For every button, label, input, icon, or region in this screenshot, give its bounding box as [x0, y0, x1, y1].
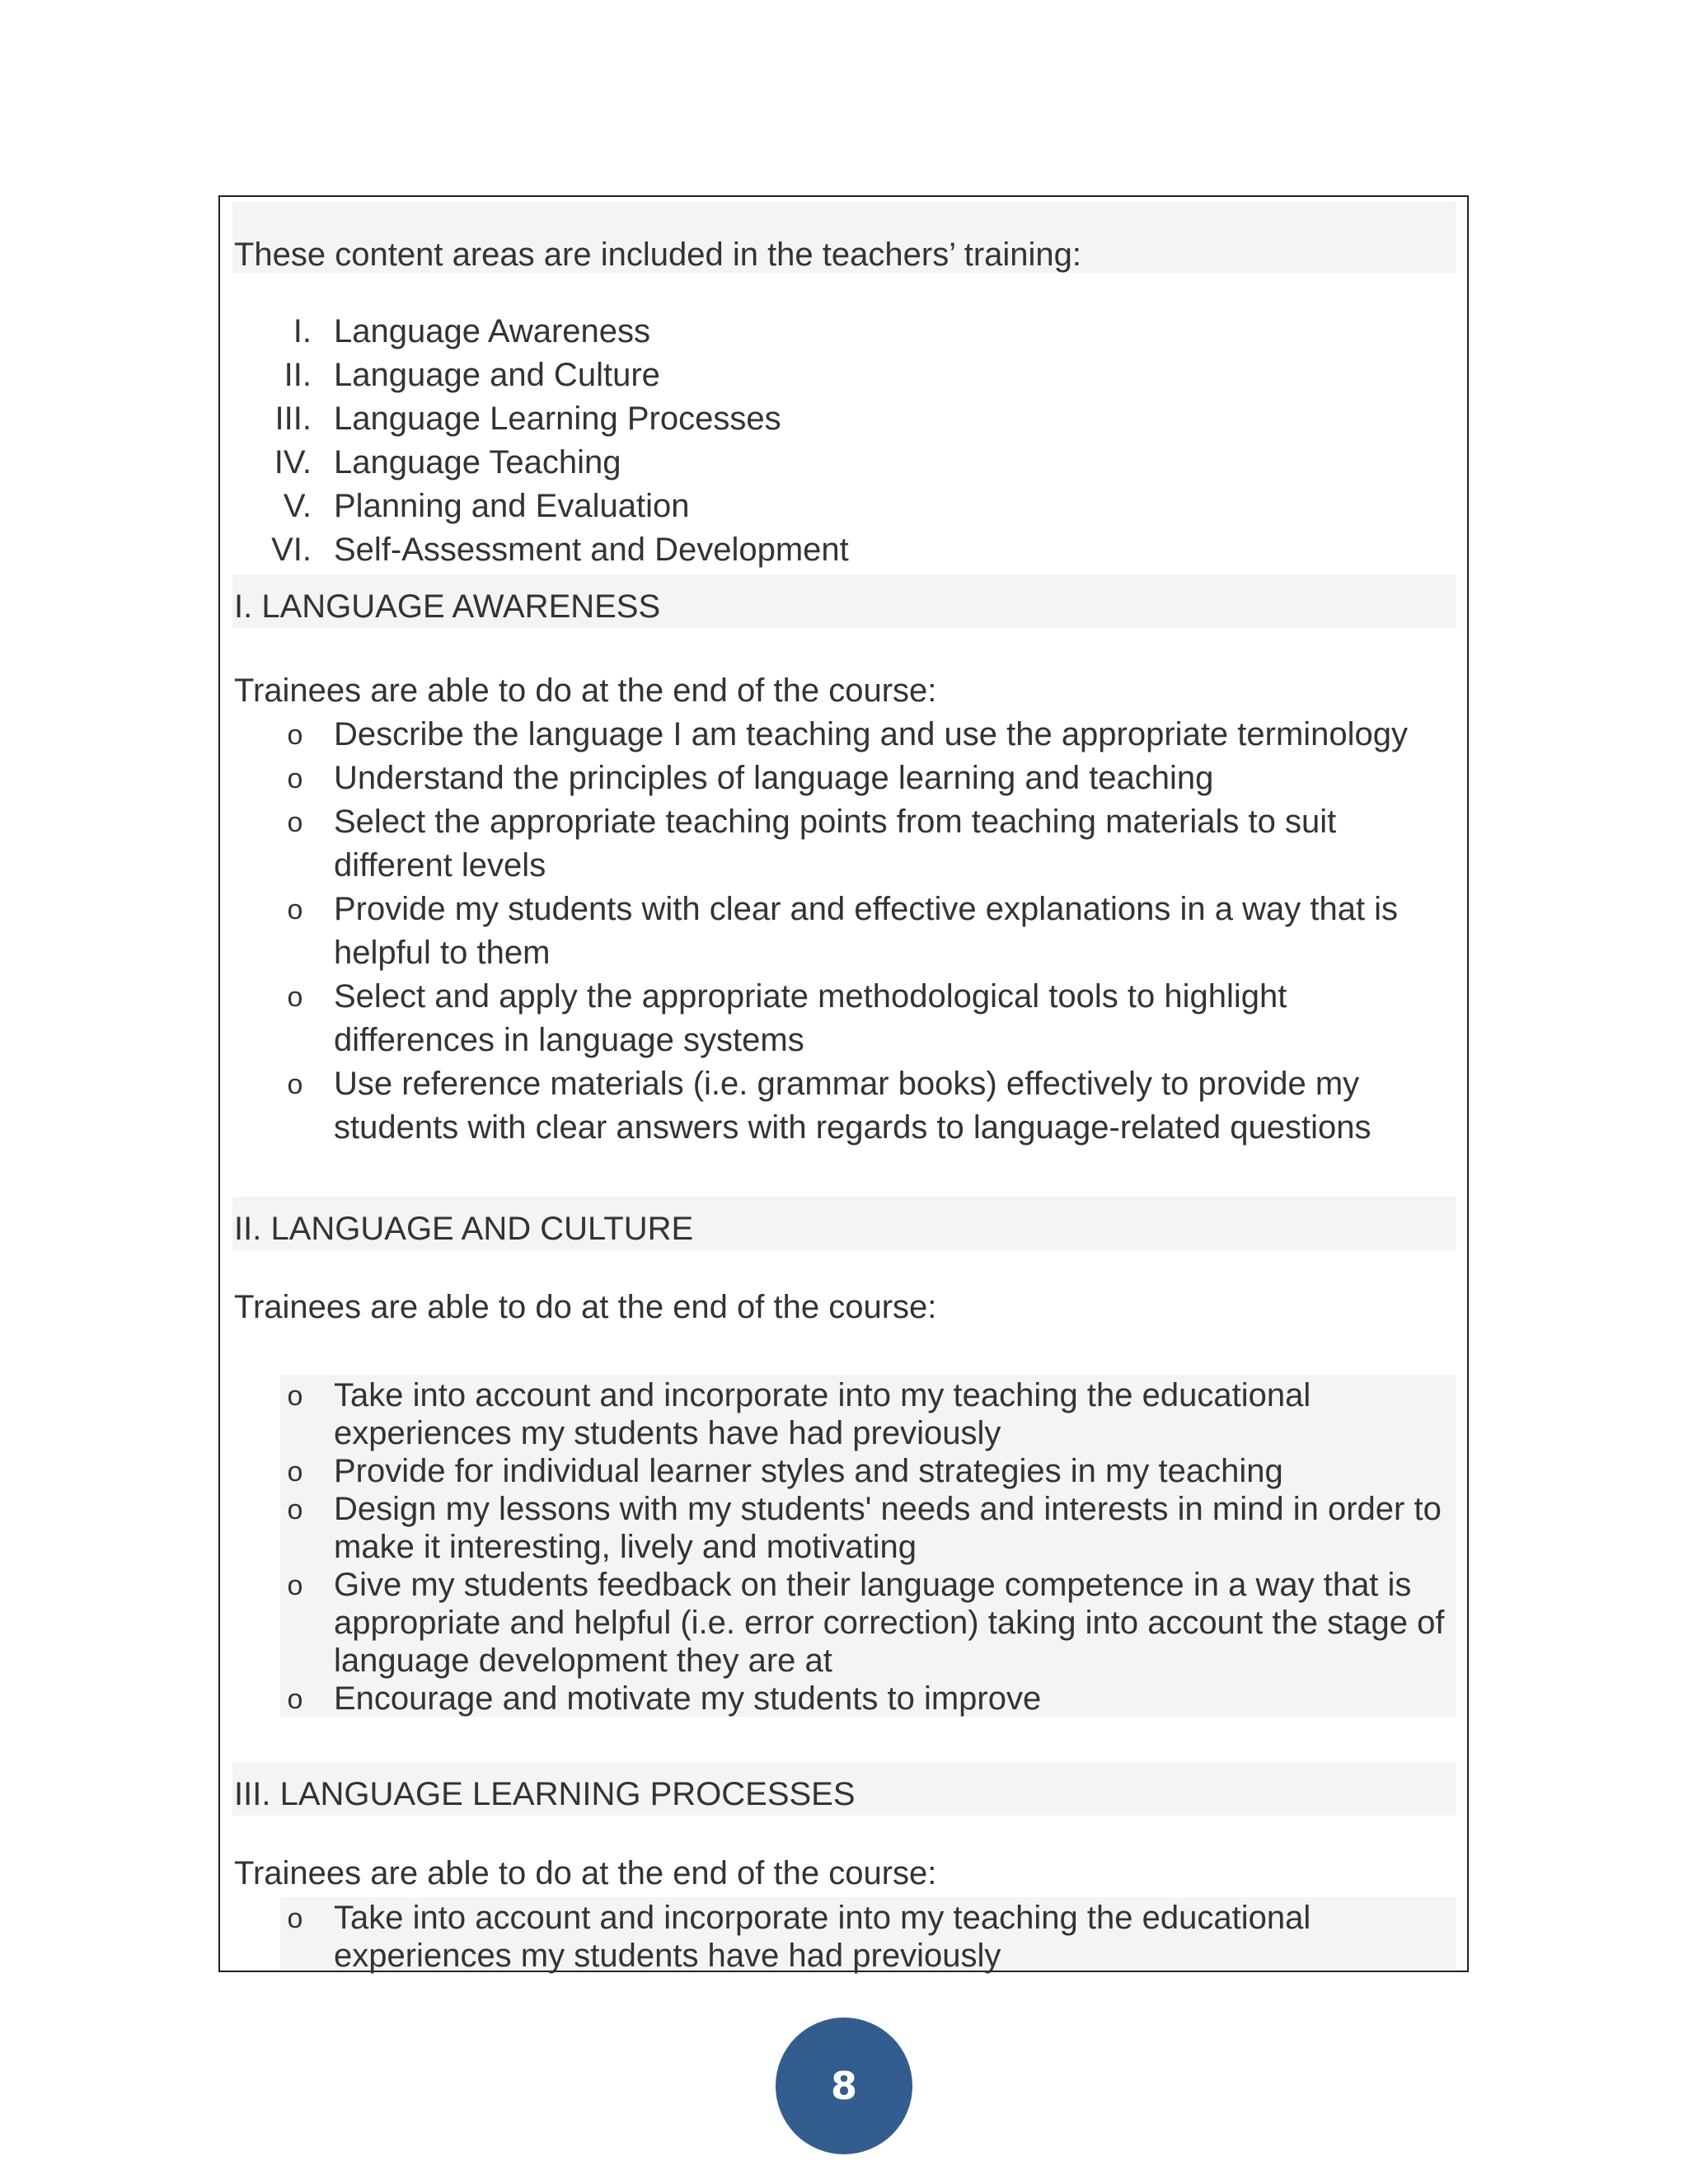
- list-item: Planning and Evaluation: [334, 488, 690, 524]
- list-item: Language and Culture: [334, 357, 660, 393]
- bullet-icon: o: [287, 1494, 303, 1526]
- list-number: II.: [284, 357, 312, 393]
- bullet-icon: o: [287, 1903, 303, 1934]
- list-item: Understand the principles of language learning and teaching: [334, 760, 1214, 796]
- list-item: Describe the language I am teaching and use the appropriate terminology: [334, 716, 1409, 752]
- page-number: 8: [830, 2064, 857, 2108]
- list-item-continuation: differences in language systems: [334, 1022, 804, 1058]
- list-item: Language Awareness: [334, 313, 651, 349]
- bullet-icon: o: [287, 1380, 303, 1412]
- list-item: Take into account and incorporate into my teaching the educational: [334, 1377, 1311, 1413]
- section-lead: Trainees are able to do at the end of the course:: [234, 1855, 937, 1891]
- section-heading: III. LANGUAGE LEARNING PROCESSES: [234, 1776, 856, 1812]
- list-number: IV.: [274, 444, 312, 480]
- bullet-icon: o: [287, 1684, 303, 1715]
- section-heading: II. LANGUAGE AND CULTURE: [234, 1211, 694, 1247]
- bullet-icon: o: [287, 1456, 303, 1488]
- page-number-badge: [776, 2018, 912, 2154]
- list-item: Language Teaching: [334, 444, 621, 480]
- list-item-continuation: different levels: [334, 847, 546, 883]
- list-item-continuation: experiences my students have had previously: [334, 1415, 1001, 1451]
- list-item-continuation: language development they are at: [334, 1643, 832, 1679]
- bullet-icon: o: [287, 763, 303, 794]
- list-item-continuation: students with clear answers with regards to language-related questions: [334, 1109, 1372, 1146]
- list-number: V.: [283, 488, 312, 524]
- list-number: I.: [293, 313, 312, 349]
- list-item-continuation: appropriate and helpful (i.e. error correction) taking into account the stage of: [334, 1605, 1445, 1641]
- list-item: Give my students feedback on their language competence in a way that is: [334, 1567, 1412, 1603]
- list-item: Encourage and motivate my students to improve: [334, 1680, 1042, 1717]
- section-lead: Trainees are able to do at the end of the course:: [234, 1289, 937, 1325]
- section-heading: I. LANGUAGE AWARENESS: [234, 588, 661, 625]
- list-number: III.: [274, 401, 312, 437]
- list-item: Self-Assessment and Development: [334, 532, 849, 568]
- bullet-icon: o: [287, 807, 303, 838]
- list-item: Design my lessons with my students' needs and interests in mind in order to: [334, 1491, 1442, 1527]
- list-item: Language Learning Processes: [334, 401, 781, 437]
- list-number: VI.: [271, 532, 312, 568]
- list-item: Select the appropriate teaching points from teaching materials to suit: [334, 804, 1337, 840]
- intro-text: These content areas are included in the teachers’ training:: [234, 237, 1082, 273]
- section-lead: Trainees are able to do at the end of the course:: [234, 673, 937, 709]
- bullet-icon: o: [287, 719, 303, 751]
- list-item-continuation: helpful to them: [334, 935, 551, 971]
- list-item-continuation: experiences my students have had previously: [334, 1938, 1001, 1974]
- bullet-icon: o: [287, 1570, 303, 1601]
- list-item: Provide for individual learner styles and strategies in my teaching: [334, 1453, 1283, 1489]
- list-item: Select and apply the appropriate methodological tools to highlight: [334, 978, 1287, 1015]
- list-item-continuation: make it interesting, lively and motivating: [334, 1529, 917, 1565]
- list-item: Provide my students with clear and effective explanations in a way that is: [334, 891, 1399, 927]
- bullet-icon: o: [287, 894, 303, 926]
- list-item: Take into account and incorporate into my teaching the educational: [334, 1900, 1311, 1936]
- bullet-icon: o: [287, 1069, 303, 1100]
- bullet-icon: o: [287, 982, 303, 1013]
- list-item: Use reference materials (i.e. grammar books) effectively to provide my: [334, 1066, 1360, 1102]
